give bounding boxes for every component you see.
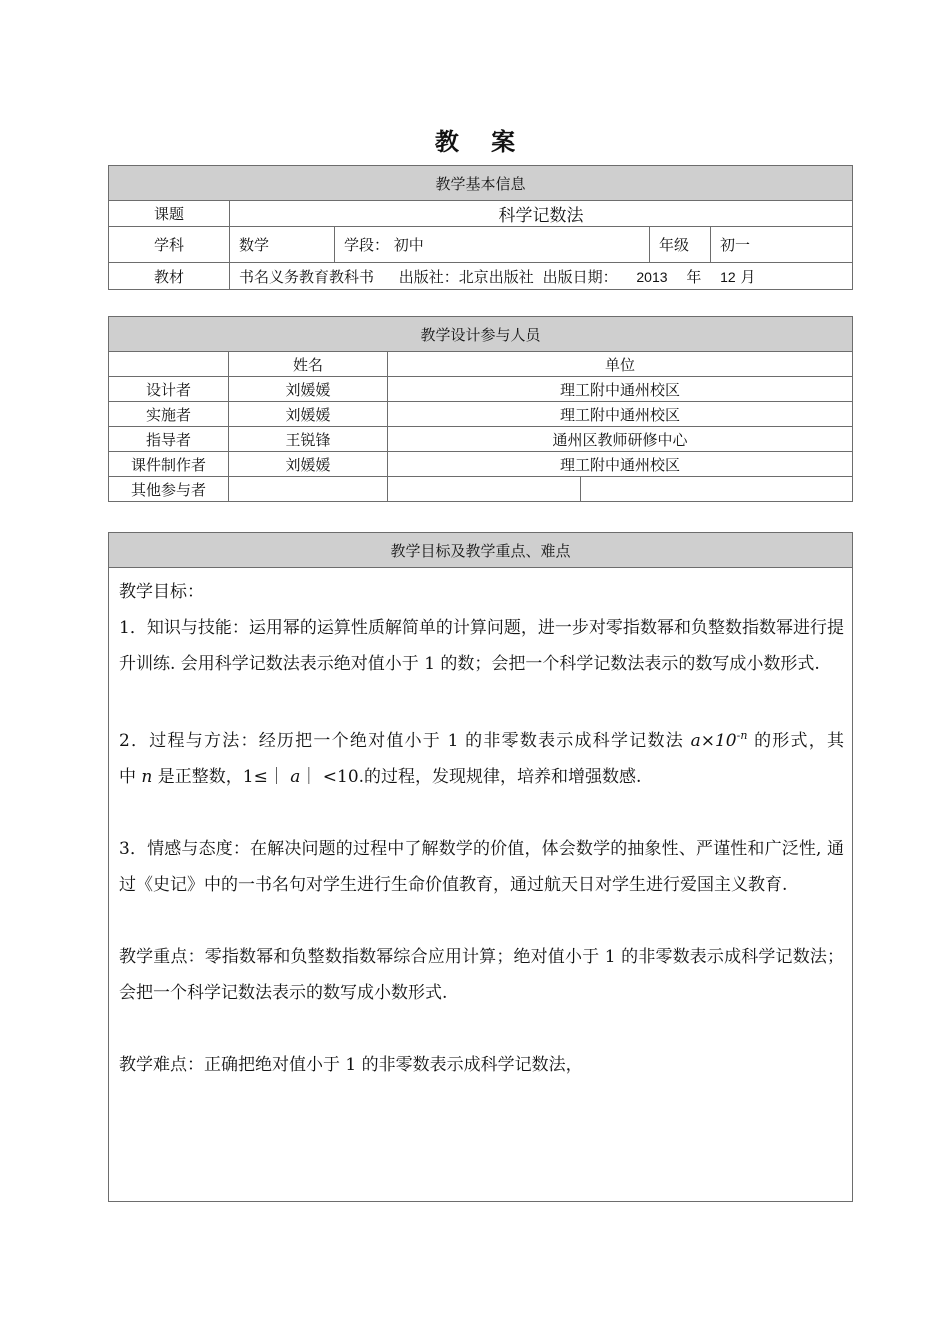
stage-cell bbox=[335, 227, 650, 263]
name-cell: 王锐锋 bbox=[229, 427, 388, 452]
empty-header-cell bbox=[109, 352, 229, 377]
objective-item-1: 1．知识与技能：运用幂的运算性质解简单的计算问题，进一步对零指数幂和负整数指数幂进行提升训练. 会用科学记数法表示绝对值小于 1 的数；会把一个科学记数法表示的数写成小数形式. bbox=[119, 618, 844, 674]
difficulties: 教学难点：正确把绝对值小于 1 的非零数表示成科学记数法， bbox=[119, 1055, 583, 1075]
pub-month: 12 bbox=[720, 268, 736, 285]
objective-text: 是正整数，1≤｜ bbox=[157, 767, 285, 787]
unit-cell: 理工附中通州校区 bbox=[388, 452, 853, 477]
role-cell: 设计者 bbox=[109, 377, 229, 402]
table-row bbox=[109, 377, 853, 402]
textbook-info bbox=[230, 263, 853, 290]
objective-text: ｜ <10.的过程，发现规律，培养和增强数感. bbox=[300, 767, 642, 787]
name-cell: 刘媛媛 bbox=[229, 377, 388, 402]
math-variable: a bbox=[290, 767, 301, 787]
objectives-header: 教学目标及教学重点、难点 bbox=[109, 533, 853, 568]
pub-year: 2013 bbox=[636, 268, 668, 285]
role-cell: 其他参与者 bbox=[109, 477, 229, 502]
name-cell: 刘媛媛 bbox=[229, 452, 388, 477]
empty-cell bbox=[581, 477, 853, 502]
topic-label: 课题 bbox=[109, 201, 230, 227]
unit-cell: 理工附中通州校区 bbox=[388, 377, 853, 402]
name-cell: 刘媛媛 bbox=[229, 402, 388, 427]
role-cell: 课件制作者 bbox=[109, 452, 229, 477]
objectives-intro: 教学目标： bbox=[119, 582, 204, 602]
table-row bbox=[109, 452, 853, 477]
month-unit: 月 bbox=[740, 267, 756, 286]
grade-label: 年级 bbox=[650, 227, 711, 263]
unit-cell: 通州区教师研修中心 bbox=[388, 427, 853, 452]
year-unit: 年 bbox=[686, 267, 702, 286]
stage-label: 学段： bbox=[344, 236, 390, 254]
subject-label: 学科 bbox=[109, 227, 230, 263]
math-variable: n bbox=[141, 767, 153, 787]
objective-item-2 bbox=[119, 718, 844, 795]
unit-cell bbox=[388, 477, 581, 502]
grade-value: 初一 bbox=[711, 227, 853, 263]
table-row bbox=[109, 477, 853, 502]
stage-value: 初中 bbox=[393, 236, 424, 254]
textbook-label: 教材 bbox=[109, 263, 230, 290]
basic-info-table bbox=[108, 165, 853, 290]
publisher: 出版社：北京出版社 bbox=[398, 267, 534, 286]
page-title: 教 案 bbox=[434, 128, 528, 156]
role-cell: 指导者 bbox=[109, 427, 229, 452]
pub-date-label: 出版日期： bbox=[542, 267, 618, 286]
designers-header: 教学设计参与人员 bbox=[109, 317, 853, 352]
subject-value: 数学 bbox=[230, 227, 335, 263]
name-cell bbox=[229, 477, 388, 502]
objective-text: 的形式，其中 bbox=[119, 731, 844, 787]
col-unit-header: 单位 bbox=[388, 352, 853, 377]
objectives-body bbox=[109, 568, 853, 1202]
textbook-name: 书名义务教育教科书 bbox=[239, 267, 375, 286]
key-points: 教学重点：零指数幂和负整数指数幂综合应用计算；绝对值小于 1 的非零数表示成科学记数法；会把一个科学记数法表示的数写成小数形式. bbox=[119, 947, 844, 1003]
objective-item-3: 3．情感与态度：在解决问题的过程中了解数学的价值，体会数学的抽象性、严谨性和广泛性, 通过《史记》中的一书名句对学生进行生命价值教育，通过航天日对学生进行爱国主义教育. bbox=[119, 839, 844, 895]
math-exponent: -n bbox=[736, 729, 748, 742]
objectives-table bbox=[108, 532, 853, 1202]
col-name-header: 姓名 bbox=[229, 352, 388, 377]
table-row bbox=[109, 427, 853, 452]
table-row bbox=[109, 402, 853, 427]
designers-table bbox=[108, 316, 853, 502]
objective-text: 2．过程与方法：经历把一个绝对值小于 1 的非零数表示成科学记数法 bbox=[119, 731, 684, 751]
unit-cell: 理工附中通州校区 bbox=[388, 402, 853, 427]
math-expression: a×10 bbox=[690, 731, 737, 751]
role-cell: 实施者 bbox=[109, 402, 229, 427]
basic-info-header: 教学基本信息 bbox=[109, 166, 853, 201]
topic-value: 科学记数法 bbox=[230, 201, 853, 227]
